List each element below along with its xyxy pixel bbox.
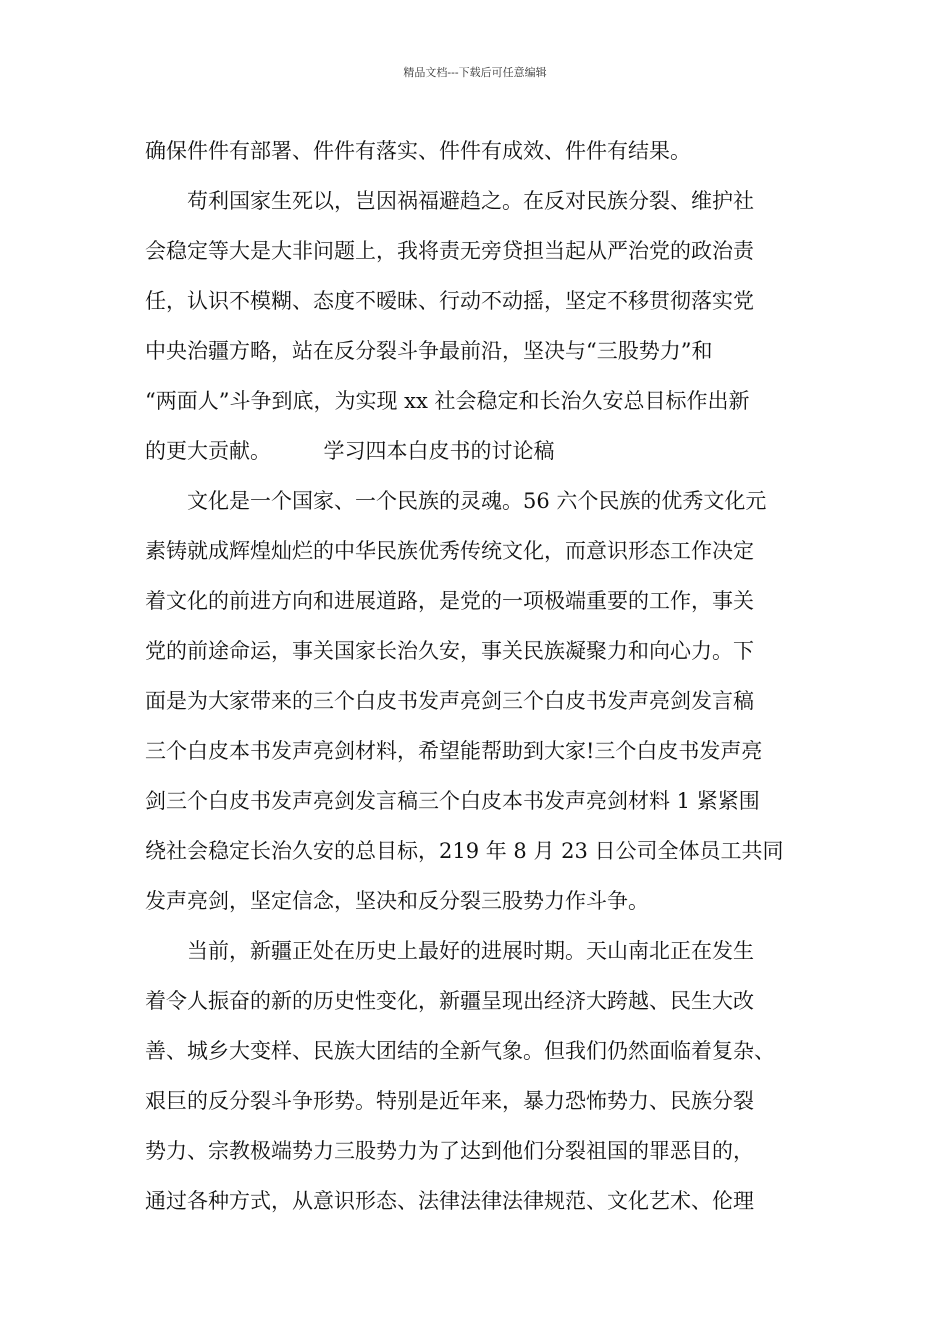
text-line: 党的前途命运，事关国家长治久安，事关民族凝聚力和向心力。下	[145, 639, 754, 663]
text-line: 苟利国家生死以，岂因祸福避趋之。在反对民族分裂、维护社	[187, 189, 754, 213]
text-line: 当前，新疆正处在历史上最好的进展时期。天山南北正在发生	[187, 939, 754, 963]
text-line: 势力、宗教极端势力三股势力为了达到他们分裂祖国的罪恶目的，	[145, 1139, 754, 1163]
text-line: 通过各种方式，从意识形态、法律法律法律规范、文化艺术、伦理	[145, 1189, 754, 1213]
text-line: 面是为大家带来的三个白皮书发声亮剑三个白皮书发声亮剑发言稿	[145, 689, 754, 713]
text-line: 绕社会稳定长治久安的总目标，219 年 8 月 23 日公司全体员工共同	[145, 839, 784, 863]
text-line: 艰巨的反分裂斗争形势。特别是近年来，暴力恐怖势力、民族分裂	[145, 1089, 754, 1113]
text-line: 发声亮剑，坚定信念，坚决和反分裂三股势力作斗争。	[145, 889, 649, 913]
text-line: 的更大贡献。 学习四本白皮书的讨论稿	[145, 439, 555, 463]
text-line: 着文化的前进方向和进展道路，是党的一项极端重要的工作，事关	[145, 589, 754, 613]
text-line: “两面人”斗争到底，为实现 xx 社会稳定和长治久安总目标作出新	[145, 389, 750, 413]
text-line: 会稳定等大是大非问题上，我将责无旁贷担当起从严治党的政治责	[145, 239, 754, 263]
text-line: 善、城乡大变样、民族大团结的全新气象。但我们仍然面临着复杂、	[145, 1039, 775, 1063]
text-line: 剑三个白皮书发声亮剑发言稿三个白皮本书发声亮剑材料 1 紧紧围	[145, 789, 760, 813]
document-body	[145, 126, 815, 1226]
text-line: 确保件件有部署、件件有落实、件件有成效、件件有结果。	[145, 139, 691, 163]
text-line: 着令人振奋的新的历史性变化，新疆呈现出经济大跨越、民生大改	[145, 989, 754, 1013]
page-header: 精品文档---下载后可任意编辑	[403, 66, 547, 79]
text-line: 中央治疆方略，站在反分裂斗争最前沿，坚决与“三股势力”和	[145, 339, 713, 363]
text-line: 文化是一个国家、一个民族的灵魂。56 六个民族的优秀文化元	[187, 489, 767, 513]
text-line: 素铸就成辉煌灿烂的中华民族优秀传统文化，而意识形态工作决定	[145, 539, 754, 563]
text-line: 任，认识不模糊、态度不暧昧、行动不动摇，坚定不移贯彻落实党	[145, 289, 754, 313]
text-line: 三个白皮本书发声亮剑材料，希望能帮助到大家!三个白皮书发声亮	[145, 739, 763, 763]
